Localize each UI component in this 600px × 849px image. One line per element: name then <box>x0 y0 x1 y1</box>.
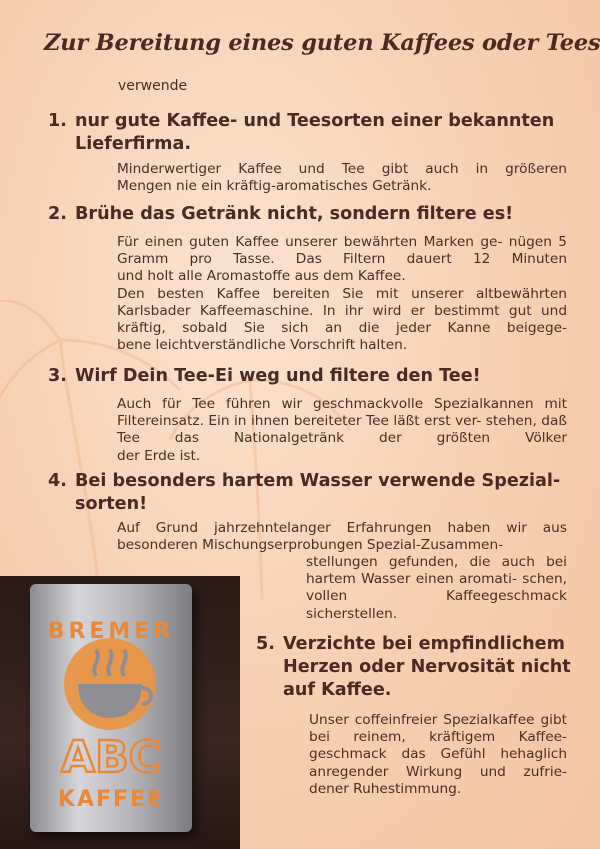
section-5-body: Unser coffeinfreier Spezialkaffee gibt bei reinem, kräftigem Kaffee- geschmack das Gefühl hehaglich anregender Wirkung und zufrie- dener Ruhestimmung. <box>309 712 567 797</box>
section-number: 3. <box>48 366 67 386</box>
brand-kaffee: KAFFEE <box>57 787 165 812</box>
section-3-heading: 3. Wirf Dein Tee-Ei weg und filtere den Tee! <box>48 366 481 386</box>
coffee-package-graphic <box>30 584 192 832</box>
section-number: 2. <box>48 204 67 224</box>
section-2-heading: 2. Brühe das Getränk nicht, sondern filtere es! <box>48 204 514 224</box>
page-title: Zur Bereitung eines guten Kaffees oder Tees <box>44 30 600 56</box>
section-5-heading: 5. Verzichte bei empfindlichem Herzen oder Nervosität nicht auf Kaffee. <box>256 634 571 700</box>
section-1-body: Minderwertiger Kaffee und Tee gibt auch in größeren Mengen nie ein kräftig-aromatisches Getränk. <box>117 161 567 195</box>
section-4-body-bottom: stellungen gefunden, die auch bei hartem Wasser einen aromati- schen, vollen Kaffeegeschmack sicherstellen. <box>306 554 567 622</box>
section-number: 4. <box>48 471 67 491</box>
section-3-body: Auch für Tee führen wir geschmackvolle Spezialkannen mit Filtereinsatz. Ein in ihnen bereiteter Tee läßt erst ver- stehen, daß Tee das Nationalgetränk der größten Völker der Erde ist. <box>117 396 568 464</box>
brand-abc: ABC <box>61 732 161 783</box>
section-2-body: Für einen guten Kaffee unserer bewährten Marken ge- nügen 5 Gramm pro Tasse. Das Filtern dauert 12 Minuten und holt alle Aromastoffe aus dem Kaffee. Den besten Kaffee bereiten Sie mit unserer altbewährten Karlsbader Kaffeemaschine. In ihr wird er bestimmt gut und kräftig, sobald Sie sich an die jeder Kanne beigege- bene leichtverständliche Vorschrift halten. <box>117 234 568 354</box>
section-1-heading: 1. nur gute Kaffee- und Teesorten einer bekannten Lieferfirma. <box>48 111 555 154</box>
intro-word: verwende <box>118 78 188 94</box>
section-number: 5. <box>256 634 275 654</box>
section-4-heading: 4. Bei besonders hartem Wasser verwende Spezial- sorten! <box>48 471 561 514</box>
section-4-body-top: Auf Grund jahrzehntelanger Erfahrungen haben wir aus besonderen Mischungserprobungen Spezial-Zusammen- <box>117 520 567 554</box>
section-number: 1. <box>48 111 67 131</box>
brand-bremer: BREMER <box>47 619 175 644</box>
